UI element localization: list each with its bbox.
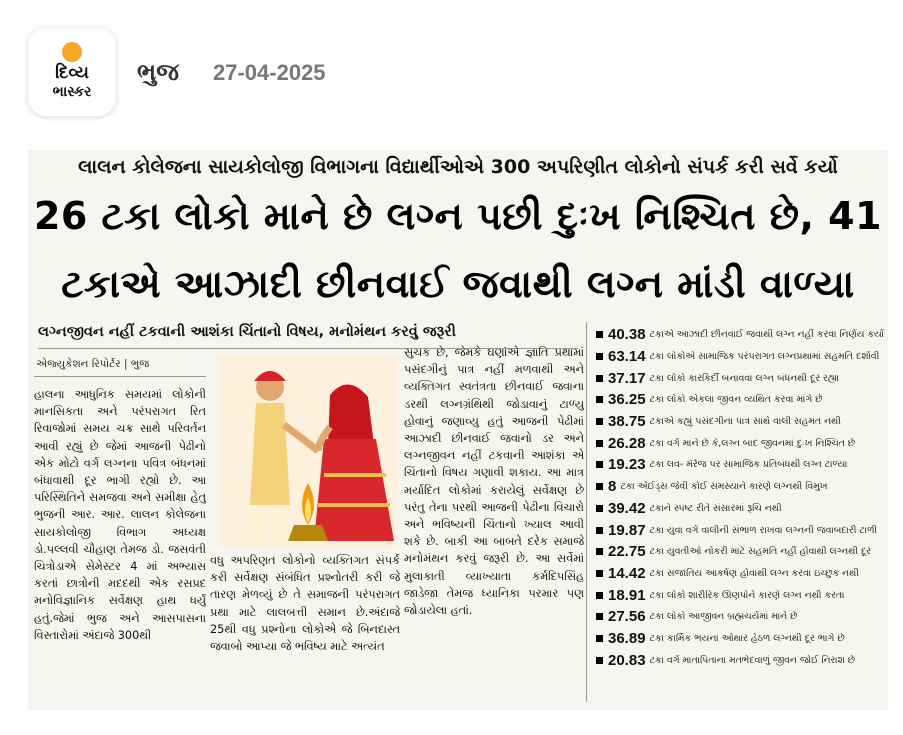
stat-text: ટકા લોકો આજીવન બ્રહ્મચર્યમાં માને છે [649, 611, 798, 623]
article-subheadline: લગ્નજીવન નહીં ટકવાની આશંકા ચિંતાનો વિષય, મનોમંથન કરવું જરૂરી [38, 324, 456, 340]
logo-text-line2: ભાસ્કર [52, 84, 92, 100]
stat-value: 22.75 [608, 543, 646, 561]
stat-item [596, 541, 886, 563]
stat-item [596, 411, 886, 433]
stat-value: 38.75 [608, 413, 646, 431]
wedding-couple-icon [218, 355, 398, 547]
stat-value: 27.56 [608, 608, 646, 626]
article-kicker: લાલન કોલેજના સાયકોલોજી વિભાગના વિદ્યાર્થીઓએ 300 અપરિણીત લોકોનો સંપર્ક કરી સર્વે કર્યો [78, 156, 838, 178]
bullet-square-icon [596, 483, 603, 490]
stat-text: ટકા વર્ગ માને છે કે,લગ્ન બાદ જીવનમાં દુઃખ નિશ્ચિત છે [649, 437, 856, 449]
headline-line-2: ટકાએ આઝાદી છીનવાઈ જવાથી લગ્ન માંડી વાળ્યા [61, 262, 855, 306]
bullet-square-icon [596, 418, 603, 425]
stat-text: ટકા સજાતિય આકર્ષણ હોવાથી લગ્ન કરવા ઇચ્છુક નથી [649, 567, 859, 579]
stat-text: ટકા લોકો શારીરિક ઊણપોને કારણે લગ્ન નથી કરતા [649, 589, 845, 601]
stat-text: ટકાને સ્પષ્ટ રીતે સંસારમાં રૂચિ નથી [649, 502, 782, 514]
byline-rule [34, 376, 206, 377]
stat-item [596, 389, 886, 411]
sun-icon [62, 42, 82, 62]
divya-bhaskar-logo[interactable] [28, 28, 116, 116]
bullet-square-icon [596, 613, 603, 620]
stat-text: ટકા લોકો કારકિર્દી બનાવવા લગ્ન બંધનથી દૂર રહ્યા [649, 372, 840, 384]
bullet-square-icon [596, 375, 603, 382]
stat-value: 20.83 [608, 651, 646, 669]
stat-item [596, 367, 886, 389]
stat-value: 14.42 [608, 564, 646, 582]
app-header [0, 0, 903, 135]
stat-value: 18.91 [608, 586, 646, 604]
stat-text: ટકા વર્ગ માતાપિતાના મતભેદવાળું જીવન જોઈ નિરાશ છે [649, 654, 856, 666]
bullet-square-icon [596, 440, 603, 447]
stat-value: 19.23 [608, 456, 646, 474]
stat-text: ટકા યુવા વર્ગ વાલીની સંભાળ રાખવા લગ્નની જવાબદારી ટાળી [649, 524, 878, 536]
stat-value: 40.38 [608, 326, 646, 344]
stat-value: 26.28 [608, 434, 646, 452]
stat-item [596, 519, 886, 541]
bullet-square-icon [596, 635, 603, 642]
article-column-3: સુચક છે, જેમકે ઘણાંએ જ્ઞાતિ પ્રથામાં પસંદગીનું પાત્ર નહીં મળવાથી અને વ્યક્તિગત સ્વતંત્રતા છીનવાઈ જવાના ડરથી લગ્નગ્રંથિથી જોડાવાનું ટાળ્યુ હોવાનું જણાવ્યુ હતું આજની પેઢીમાં આઝાદી છીનવાઈ જવાનો ડર અને લગ્નજીવન નહીં ટકવાની આશંકા એ ચિંતાનો વિષય ગણાવી શકાય. આ માત્ર મર્યાદિત લોકોમાં કરાયેલું સર્વેક્ષણ છે પરંતુ તેના પરથી આજની પેઢીના વિચારો અને ભવિષ્યની ચિંતાનો ખ્યાલ આવી શકે છે. બાકી આ બાબતે દરેક સમાજે મનોમંથન કરવું જરૂરી છે. આ સર્વેમાં મુલાકાતી વ્યાખ્યાતા કર્મદિપસિંહ જાડેજા તેમજ ધ્યાનિકા પરમાર પણ જોડાયેલા હતાં. [404, 346, 584, 618]
stat-item [596, 346, 886, 368]
bullet-square-icon [596, 505, 603, 512]
stat-text: ટકા કાર્મિક ભયના ઓથાર હેઠળ લગ્નથી દૂર ભાગે છે [649, 632, 845, 644]
wedding-illustration [218, 355, 398, 547]
bullet-square-icon [596, 592, 603, 599]
stat-value: 37.17 [608, 369, 646, 387]
stat-text: ટકા લોકો એકલા જીવન વ્યથિત કરવા માંગે છે [649, 394, 823, 406]
column-divider [586, 322, 587, 702]
stat-item [596, 628, 886, 650]
edition-city: ભુજ [137, 58, 179, 86]
stat-text: ટકા લવ- મૅરેજ પર સામાજિક પ્રતિબંધથી લગ્ન ટાળ્યા [649, 459, 848, 471]
bullet-square-icon [596, 570, 603, 577]
stat-item [596, 498, 886, 520]
stat-item [596, 563, 886, 585]
stat-item [596, 606, 886, 628]
article-column-2: વધુ અપરિણત લોકોનો વ્યક્તિગત સંપર્ક કરી સર્વેક્ષણ સંબંધિત પ્રશ્નોતરી કરી જે તારણ મેળવ્યું છે તે સમાજની પરંપરાગત પ્રથા માટે લાલબત્તી સમાન છે.અંદાજે 25થી વધુ પ્રશ્નોના લોકોએ જે બિનદાસ્ત જવાબો આપ્યા જે ભવિષ્ય માટે અત્યંત [210, 554, 400, 654]
stat-text: ટકા યુવતીઓ નોકરી માટે સહમતિ નહીં હોવાથી લગ્નથી દૂર [649, 546, 872, 558]
stat-item [596, 454, 886, 476]
bullet-square-icon [596, 396, 603, 403]
bullet-square-icon [596, 527, 603, 534]
article-byline: એજ્યુકેશન રિપોર્ટર | ભુજ [36, 358, 150, 370]
survey-stats-list [596, 324, 886, 671]
stat-item [596, 432, 886, 454]
stat-value: 19.87 [608, 521, 646, 539]
stat-value: 8 [608, 478, 617, 496]
stat-value: 36.25 [608, 391, 646, 409]
newspaper-clipping [28, 150, 888, 710]
edition-date: 27-04-2025 [213, 60, 326, 85]
stat-item [596, 476, 886, 498]
stat-value: 63.14 [608, 348, 646, 366]
bullet-square-icon [596, 353, 603, 360]
stat-item [596, 324, 886, 346]
stat-text: ટકા એઈડ્સ જેવી કોઈ સમસ્યાને કારણે લગ્નથી વિમુખ [620, 481, 828, 493]
logo-text-line1: દિવ્ય [55, 63, 89, 83]
bullet-square-icon [596, 331, 603, 338]
stat-text: ટકાએ આઝાદી છીનવાઈ જવાથી લગ્ન નહીં કરવા નિર્ણય કર્યો [649, 329, 884, 341]
stat-text: ટકા લોકોએ સામાજિક પરંપરાગત લગ્નપ્રથામાં સહમતિ દર્શાવી [649, 351, 880, 363]
bullet-square-icon [596, 548, 603, 555]
stat-value: 39.42 [608, 499, 646, 517]
stat-text: ટકાએ કહ્યું પસંદગીના પાત્ર સાથે વાલી સહમત નથી [649, 416, 841, 428]
stat-value: 36.89 [608, 629, 646, 647]
bullet-square-icon [596, 461, 603, 468]
stat-item [596, 649, 886, 671]
stat-item [596, 584, 886, 606]
bullet-square-icon [596, 657, 603, 664]
headline-line-1: 26 ટકા લોકો માને છે લગ્ન પછી દુઃખ નિશ્ચિત છે, 41 [33, 194, 883, 238]
article-column-1: હાલના આધુનિક સમયમાં લોકોની માનસિકતા અને પરંપરાગત રિત રિવાજોમાં સમય ચક્ર સાથે પરિવર્તન આવી રહ્યું છે જેમાં આજની પેઢીનો એક મોટો વર્ગ લગ્નના પવિત્ર બંધનમાં બંધાવાથી દૂર ભાગી રહ્યો છે. આ પરિસ્થિતિને સમજવા અને સમીક્ષા હેતુ ભુજની આર. આર. લાલન કોલેજના સાયકોલોજી વિભાગ અધ્યક્ષ ડો.પલ્લવી ચૌહાણ તેમજ ડો. જસવંતી ચિત્રોડાએ સેમેસ્ટર 4 માં અભ્યાસ કરતાં છાત્રોની મદદથી એક રસપ્રદ મનોવિજ્ઞાનિક સર્વેક્ષણ હાથ ધર્યું હતું.જેમાં ભુજ અને આસપાસના વિસ્તારોમાં અંદાજે 300થી [34, 388, 206, 642]
